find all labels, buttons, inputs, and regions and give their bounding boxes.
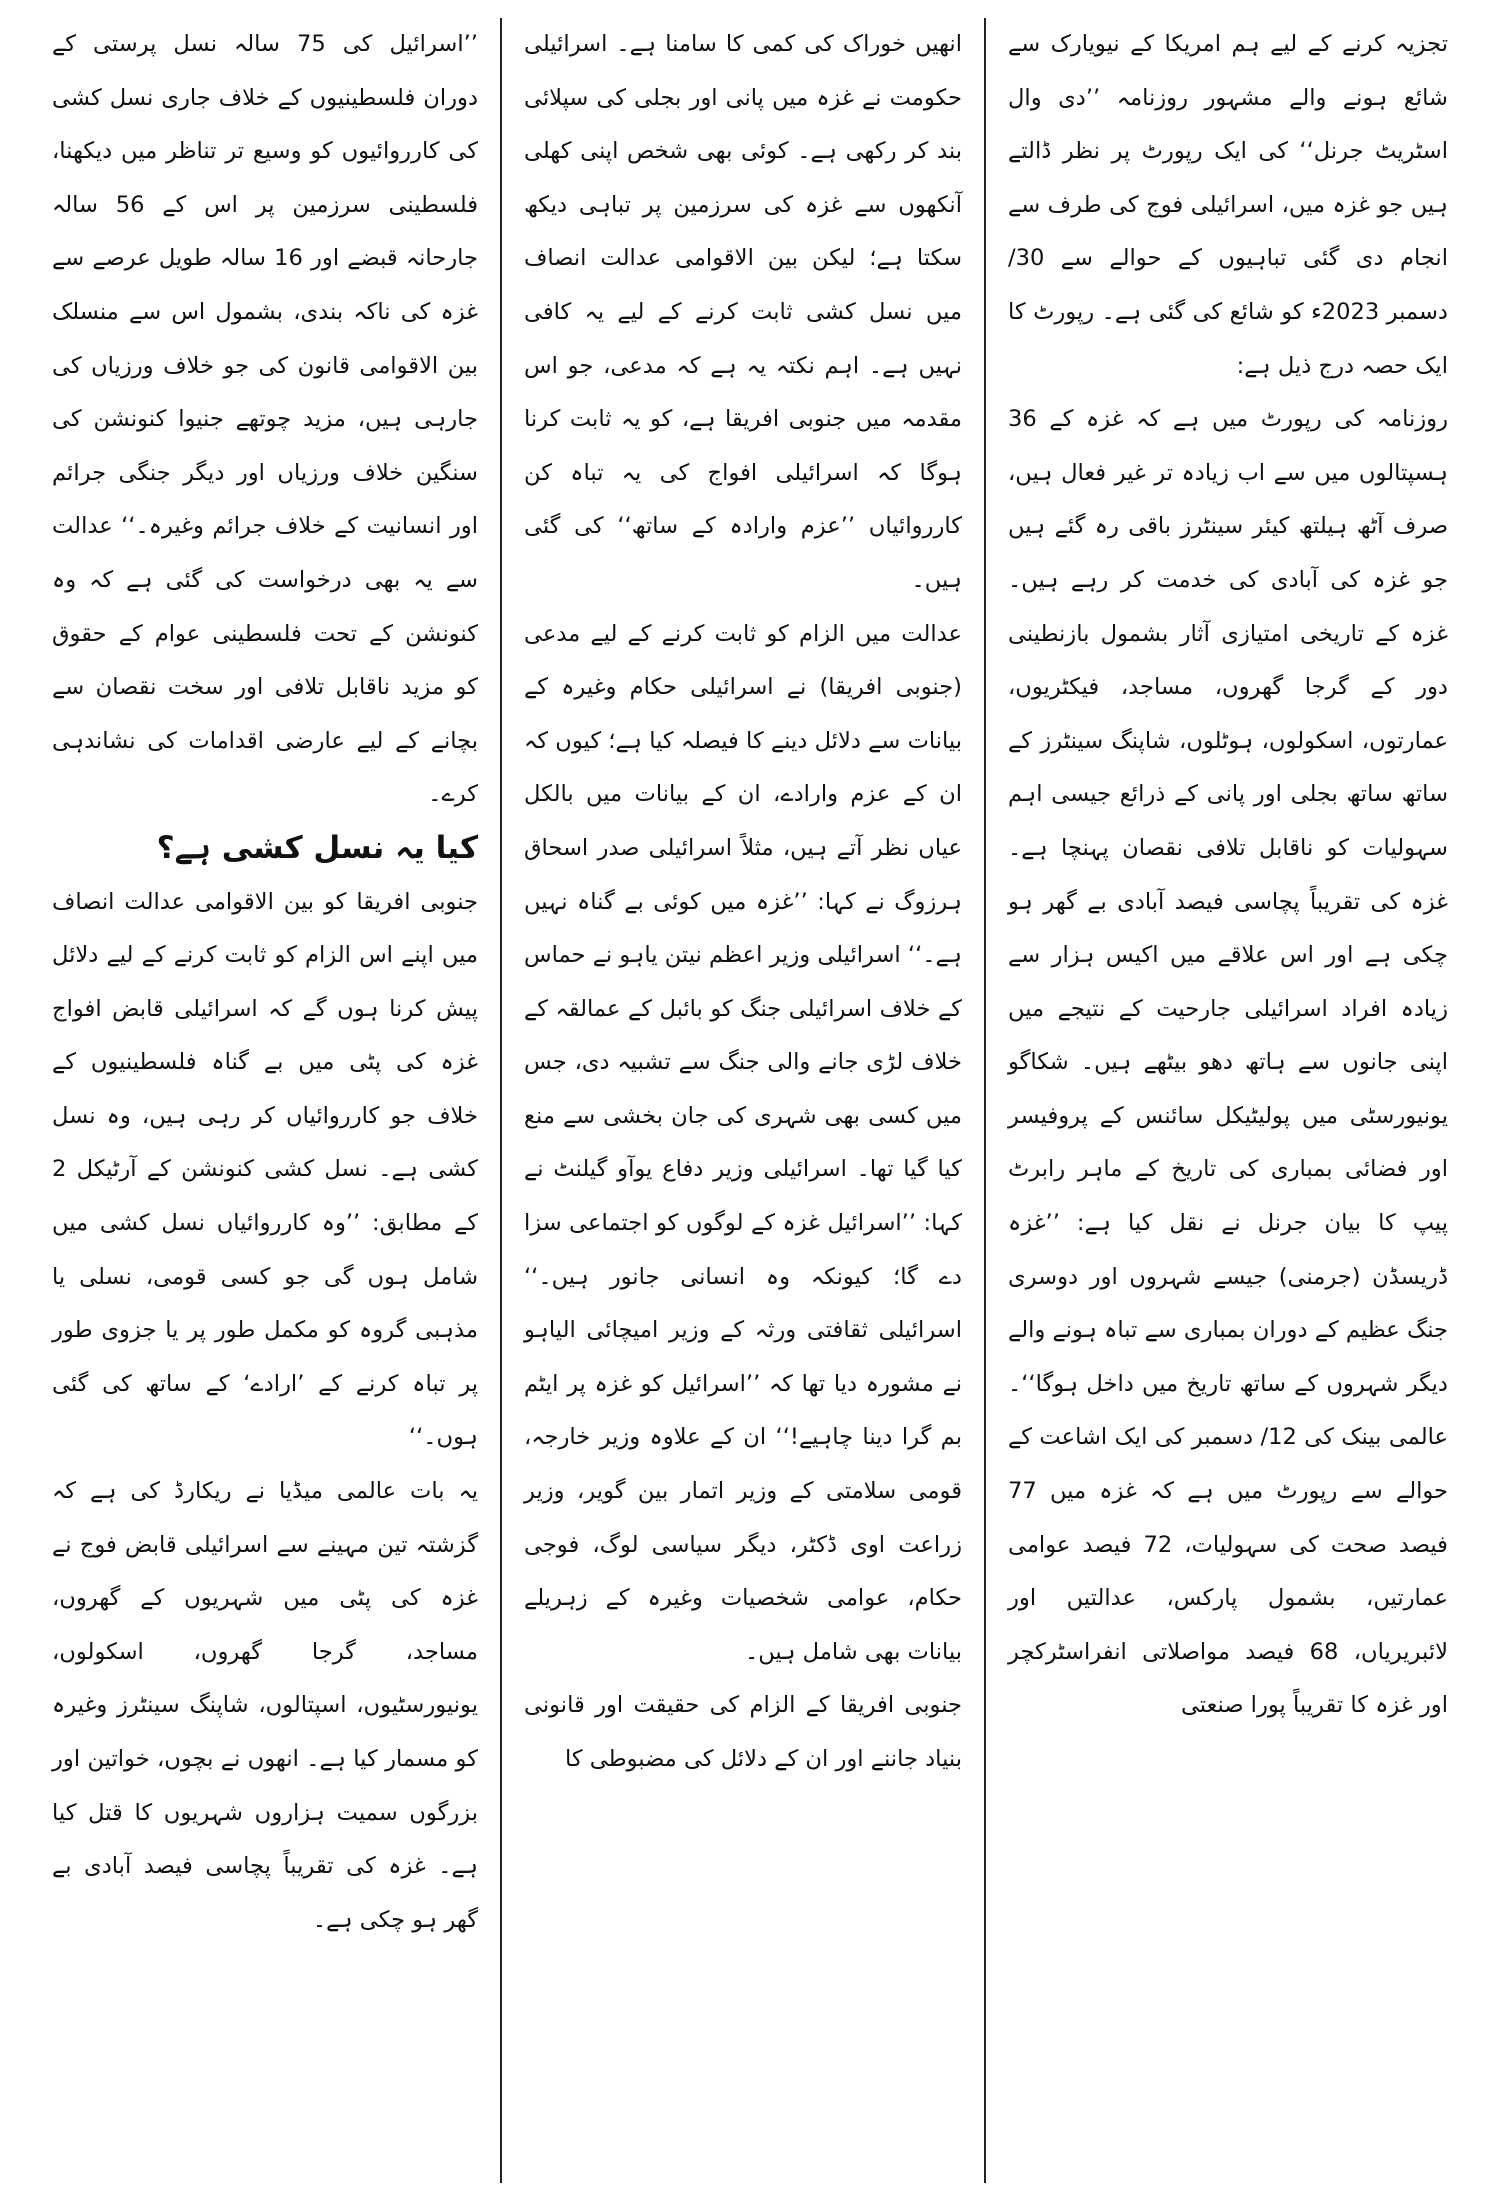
paragraph: جنوبی افریقا کو بین الاقوامی عدالت انصاف میں اپنے اس الزام کو ثابت کرنے کے لیے دلائل پیش کرنا ہوں گے کہ اسرائیلی قابض افواج غزہ کی پٹی میں بے گناہ فلسطینیوں کے خلاف جو کارروائیاں کر رہی ہیں، وہ نسل کشی ہے۔ نسل کشی کنونشن کے آرٹیکل 2 کے مطابق: ’’وہ کارروائیاں نسل کشی میں شامل ہوں گی جو کسی قومی، نسلی یا مذہبی گروہ کو مکمل طور پر یا جزوی طور پر تباہ کرنے کے ’ارادے‘ کے ساتھ کی گئی ہوں۔‘‘ bbox=[52, 888, 478, 1451]
paragraph: جنوبی افریقا کے الزام کی حقیقت اور قانونی بنیاد جاننے اور ان کے دلائل کی مضبوطی کا bbox=[524, 1692, 962, 1772]
paragraph: انھیں خوراک کی کمی کا سامنا ہے۔ اسرائیلی حکومت نے غزہ میں پانی اور بجلی کی سپلائی بند کر رکھی ہے۔ کوئی بھی شخص اپنی کھلی آنکھوں سے غزہ کی سرزمین پر تباہی دیکھ سکتا ہے؛ لیکن بین الاقوامی عدالت انصاف میں نسل کشی ثابت کرنے کے لیے یہ کافی نہیں ہے۔ اہم نکتہ یہ ہے کہ مدعی، جو اس مقدمہ میں جنوبی افریقا ہے، کو یہ ثابت کرنا ہوگا کہ اسرائیلی افواج کی یہ تباہ کن کارروائیاں ’’عزم وارادہ کے ساتھ‘‘ کی گئی ہیں۔ bbox=[524, 31, 962, 593]
newspaper-page bbox=[30, 18, 1470, 2183]
paragraph: ’’اسرائیل کی 75 سالہ نسل پرستی کے دوران فلسطینیوں کے خلاف جاری نسل کشی کی کارروائیوں کو وسیع تر تناظر میں دیکھنا، فلسطینی سرزمین پر اس کے 56 سالہ جارحانہ قبضے اور 16 سالہ طویل عرصے سے غزہ کی ناکہ بندی، بشمول اس سے منسلک بین الاقوامی قانون کی جو خلاف ورزیاں کی جارہی ہیں، مزید چوتھے جنیوا کنونشن کی سنگین خلاف ورزیاں اور دیگر جنگی جرائم اور انسانیت کے خلاف جرائم وغیرہ۔‘‘ عدالت سے یہ بھی درخواست کی گئی ہے کہ وہ کنونشن کے تحت فلسطینی عوام کے حقوق کو مزید ناقابل تلافی اور سخت نقصان سے بچانے کے لیے عارضی اقدامات کی نشاندہی کرے۔ bbox=[52, 31, 479, 808]
column-right bbox=[30, 18, 500, 2183]
paragraph: عدالت میں الزام کو ثابت کرنے کے لیے مدعی (جنوبی افریقا) نے اسرائیلی حکام وغیرہ کے بیانات سے دلائل دینے کا فیصلہ کیا ہے؛ کیوں کہ ان کے عزم وارادے، ان کے بیانات میں بالکل عیاں نظر آتے ہیں، مثلاً اسرائیلی صدر اسحاق ہرزوگ نے کہا: ’’غزہ میں کوئی بے گناہ نہیں ہے۔‘‘ اسرائیلی وزیر اعظم نیتن یاہو نے حماس کے خلاف اسرائیلی جنگ کو بائبل کے عمالقہ کے خلاف لڑی جانے والی جنگ سے تشبیہ دی، جس میں کسی بھی شہری کی جان بخشی سے منع کیا گیا تھا۔ اسرائیلی وزیر دفاع یوآو گیلنٹ نے کہا: ’’اسرائیل غزہ کے لوگوں کو اجتماعی سزا دے گا؛ کیونکہ وہ انسانی جانور ہیں۔‘‘ اسرائیلی ثقافتی ورثہ کے وزیر امیچائی الیاہو نے مشورہ دیا تھا کہ ’’اسرائیل کو غزہ پر ایٹم بم گرا دینا چاہیے!‘‘ ان کے علاوہ وزیر خارجہ، قومی سلامتی کے وزیر اتمار بین گویر، وزیر زراعت اوی ڈکٹر، دیگر سیاسی لوگ، فوجی حکام، عوامی شخصیات وغیرہ کے زہریلے بیانات بھی شامل ہیں۔ bbox=[524, 620, 962, 1665]
column-middle bbox=[500, 18, 986, 2183]
paragraph: روزنامہ کی رپورٹ میں ہے کہ غزہ کے 36 ہسپتالوں میں سے اب زیادہ تر غیر فعال ہیں، صرف آٹھ ہیلتھ کیئر سینٹرز باقی رہ گئے ہیں جو غزہ کی آبادی کی خدمت کر رہے ہیں۔ غزہ کے تاریخی امتیازی آثار بشمول بازنطینی دور کے گرجا گھروں، مساجد، فیکٹریوں، عمارتوں، اسکولوں، ہوٹلوں، شاپنگ سینٹرز کے ساتھ ساتھ بجلی اور پانی کے ذرائع جیسی اہم سہولیات کو ناقابل تلافی نقصان پہنچا ہے۔ غزہ کی تقریباً پچاسی فیصد آبادی بے گھر ہو چکی ہے اور اس علاقے میں اکیس ہزار سے زیادہ افراد اسرائیلی جارحیت کے نتیجے میں اپنی جانوں سے ہاتھ دھو بیٹھے ہیں۔ شکاگو یونیورسٹی میں پولیٹیکل سائنس کے پروفیسر اور فضائی بمباری کی تاریخ کے ماہر رابرٹ پیپ کا بیان جرنل نے نقل کیا ہے: ’’غزہ ڈریسڈن (جرمنی) جیسے شہروں اور دوسری جنگ عظیم کے دوران بمباری سے تباہ ہونے والے دیگر شہروں کے ساتھ تاریخ میں داخل ہوگا‘‘۔ عالمی بینک کی 12/ دسمبر کی ایک اشاعت کے حوالے سے رپورٹ میں ہے کہ غزہ میں 77 فیصد صحت کی سہولیات، 72 فیصد عوامی عمارتیں، بشمول پارکس، عدالتیں اور لائبریریاں، 68 فیصد مواصلاتی انفراسٹرکچر اور غزہ کا تقریباً پورا صنعتی bbox=[1008, 406, 1449, 1719]
column-left bbox=[986, 18, 1470, 2183]
section-heading: کیا یہ نسل کشی ہے؟ bbox=[156, 829, 478, 866]
paragraph: یہ بات عالمی میڈیا نے ریکارڈ کی ہے کہ گزشتہ تین مہینے سے اسرائیلی قابض فوج نے غزہ کی پٹی میں شہریوں کے گھروں، مساجد، گرجا گھروں، اسکولوں، یونیورسٹیوں، اسپتالوں، شاپنگ سینٹرز وغیرہ کو مسمار کیا ہے۔ انھوں نے بچوں، خواتین اور بزرگوں سمیت ہزاروں شہریوں کا قتل کیا ہے۔ غزہ کی تقریباً پچاسی فیصد آبادی بے گھر ہو چکی ہے۔ bbox=[52, 1478, 478, 1933]
paragraph: تجزیہ کرنے کے لیے ہم امریکا کے نیویارک سے شائع ہونے والے مشہور روزنامہ ’’دی وال اسٹریٹ جرنل‘‘ کی ایک رپورٹ پر نظر ڈالتے ہیں جو غزہ میں، اسرائیلی فوج کی طرف سے انجام دی گئی تباہیوں کے حوالے سے 30/ دسمبر 2023ء کو شائع کی گئی ہے۔ رپورٹ کا ایک حصہ درج ذیل ہے: bbox=[1008, 31, 1448, 379]
